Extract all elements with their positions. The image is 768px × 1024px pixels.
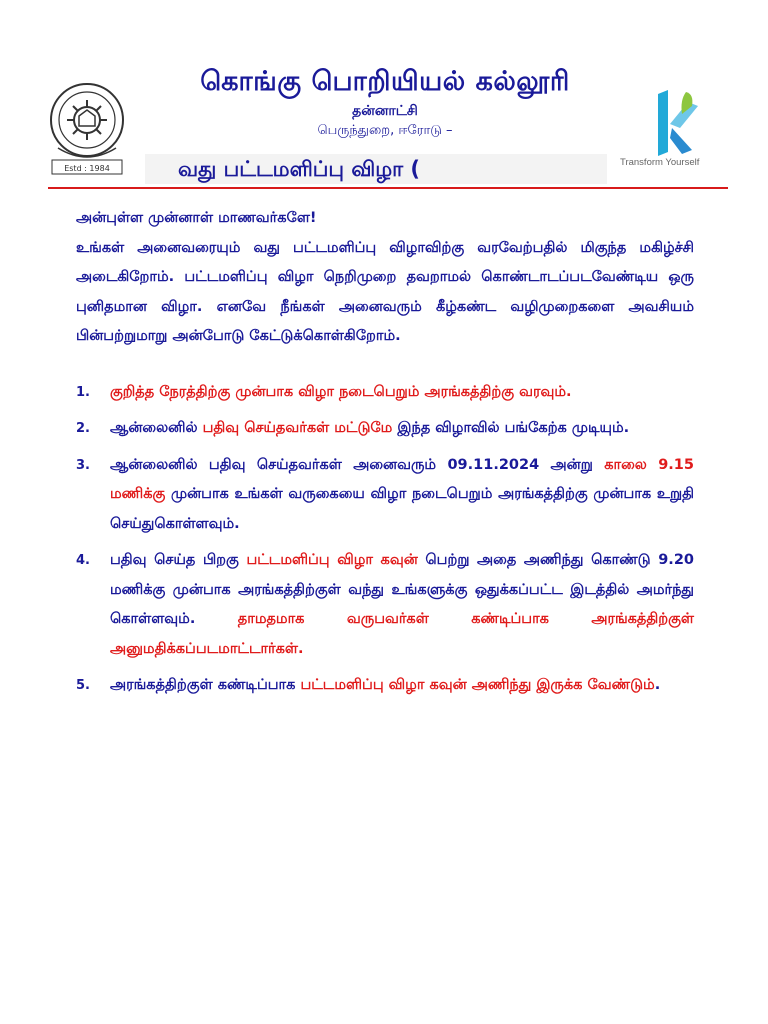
rule-text: இந்த விழாவில் பங்கேற்க முடியும். <box>392 420 630 436</box>
greeting: அன்புள்ள முன்னாள் மாணவர்களே! <box>76 210 317 226</box>
rule-number: 3. <box>76 457 90 473</box>
rule-text: பெற்று அதை அணிந்து கொண்டு 9.20 மணிக்கு முன்பாக அரங்கத்திற்குள் வந்து உங்களுக்கு ஒதுக்கப்பட்ட இடத்தில் அமர்ந்து கொள்ளவும். <box>110 552 694 627</box>
rule-item <box>76 414 694 444</box>
autonomous-label: தன்னாட்சி <box>352 103 418 119</box>
college-location: பெருந்துறை, ஈரோடு – <box>317 123 453 138</box>
rule-text: ஆன்லைனில் <box>110 420 203 436</box>
rule-item <box>76 671 694 701</box>
intro-paragraph: உங்கள் அனைவரையும் வது பட்டமளிப்பு விழாவிற்கு வரவேற்பதில் மிகுந்த மகிழ்ச்சி அடைகிறோம். பட்டமளிப்பு விழா நெறிமுறை தவறாமல் கொண்டாடப்படவேண்டிய ஒரு புனிதமான விழா. எனவே நீங்கள் அனைவரும் கீழ்கண்ட வழிமுறைகளை அவசியம் பின்பற்றுமாறு அன்போடு கேட்டுக்கொள்கிறோம். <box>76 239 694 344</box>
rule-item <box>76 378 694 408</box>
rule-item <box>76 451 694 540</box>
rule-text: முன்பாக உங்கள் வருகையை விழா நடைபெறும் அரங்கத்திற்கு முன்பாக உறுதி செய்துகொள்ளவும். <box>110 486 694 532</box>
letter-body <box>76 204 694 708</box>
rule-text: பதிவு செய்த பிறகு <box>110 552 247 568</box>
rule-number: 2. <box>76 421 90 436</box>
rule-text: தாமதமாக வருபவர்கள் கண்டிப்பாக அரங்கத்திற்குள் அனுமதிக்கப்படமாட்டார்கள். <box>110 611 695 657</box>
event-title: வது பட்டமளிப்பு விழா ( <box>178 157 421 181</box>
rule-text: காலை 9.15 மணிக்கு <box>110 456 694 502</box>
svg-text:Estd : 1984: Estd : 1984 <box>64 164 110 173</box>
rule-text: பட்டமளிப்பு விழா கவுன் <box>246 552 418 568</box>
header-divider <box>48 187 728 189</box>
rule-text: ஆன்லைனில் பதிவு செய்தவர்கள் அனைவரும் 09.11.2024 அன்று <box>110 456 605 473</box>
rule-item <box>76 546 694 664</box>
college-seal-icon <box>46 80 128 176</box>
rule-number: 1. <box>76 384 90 400</box>
letterhead <box>0 0 768 192</box>
brand-tagline: Transform Yourself <box>620 157 700 168</box>
college-name: கொங்கு பொறியியல் கல்லூரி <box>200 66 570 97</box>
rules-list <box>76 378 694 701</box>
rule-text: பட்டமளிப்பு விழா கவுன் அணிந்து இருக்க வேண்டும் <box>300 677 655 693</box>
rule-text: குறித்த நேரத்திற்கு முன்பாக விழா நடைபெறும் அரங்கத்திற்கு வரவும். <box>110 383 572 400</box>
rule-text: பதிவு செய்தவர்கள் மட்டுமே <box>202 420 393 436</box>
rule-number: 4. <box>76 553 90 568</box>
rule-text: அரங்கத்திற்குள் கண்டிப்பாக <box>110 677 301 693</box>
rule-number: 5. <box>76 678 90 693</box>
rule-text: . <box>654 677 661 693</box>
